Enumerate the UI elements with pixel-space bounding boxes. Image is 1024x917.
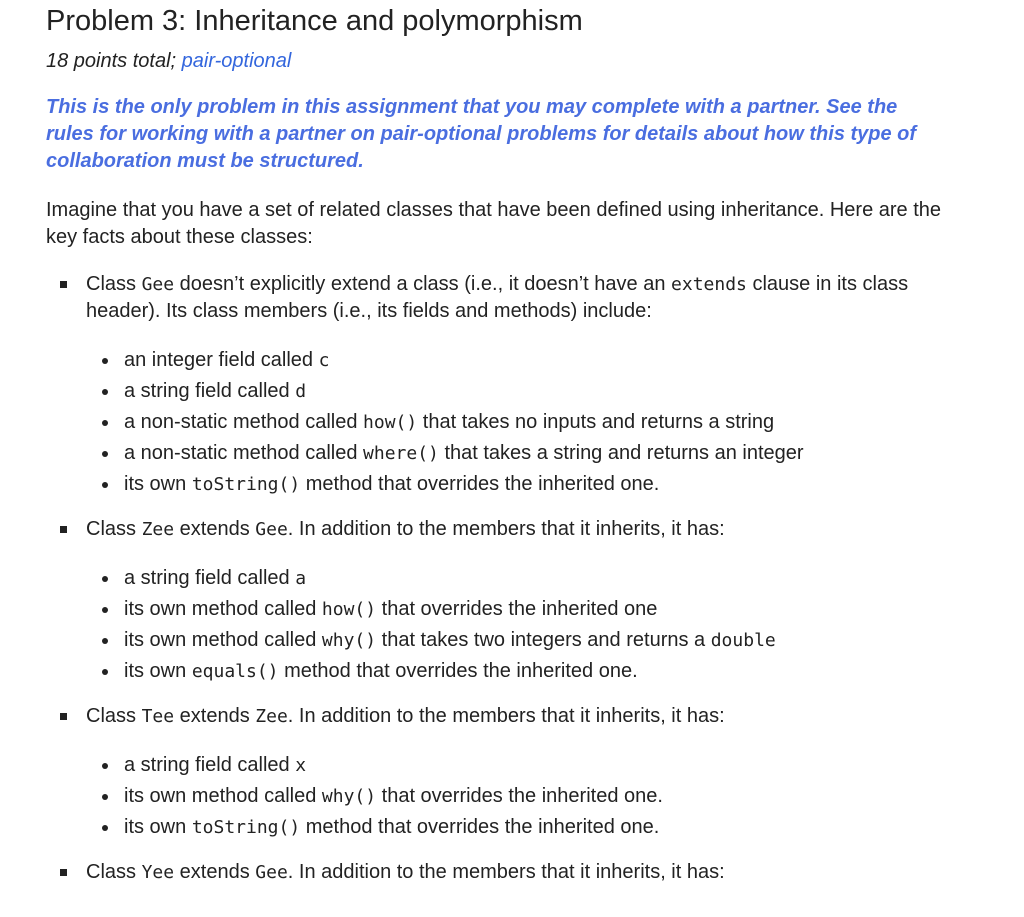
gee-member-list [86,345,986,500]
points-line [46,48,986,74]
bullet-icon [102,607,108,613]
bullet-icon [102,825,108,831]
square-bullet-icon [60,526,67,533]
class-item-tee [46,703,986,843]
class-gee-description: Class Gee doesn’t explicitly extend a class (i.e., it doesn’t have an extends clause in its class header). Its class members (i.e., its fields and methods) include: [86,273,909,322]
square-bullet-icon [60,713,67,720]
list-item: its own method called how() that overrides the inherited one [86,594,986,625]
list-item: its own method called why() that overrides the inherited one. [86,781,986,812]
list-item: its own toString() method that overrides the inherited one. [86,812,986,843]
bullet-icon [102,451,108,457]
bullet-icon [102,420,108,426]
list-item: a string field called d [86,376,986,407]
list-item: a string field called a [86,563,986,594]
zee-member-list [86,563,986,687]
page [46,0,986,902]
list-item: a non-static method called where() that takes a string and returns an integer [86,438,986,469]
list-item: a string field called x [86,750,986,781]
bullet-icon [102,576,108,582]
class-item-zee [46,516,986,687]
pair-optional-link[interactable]: pair-optional [181,50,292,72]
list-item: a non-static method called how() that takes no inputs and returns a string [86,407,986,438]
class-tee-description: Class Tee extends Zee. In addition to the members that it inherits, it has: [86,705,725,727]
list-item: its own equals() method that overrides the inherited one. [86,656,986,687]
intro-paragraph: Imagine that you have a set of related classes that have been defined using inheritance. Here are the key facts about these classes: [46,199,942,248]
class-item-yee [46,859,986,886]
bullet-icon [102,763,108,769]
partner-notice: This is the only problem in this assignment that you may complete with a partner. See the rules for working with a partner on pair-optional problems for details about how this type of collaboration must be structured. [46,96,917,172]
class-item-gee [46,271,986,500]
class-zee-description: Class Zee extends Gee. In addition to the members that it inherits, it has: [86,518,725,540]
bullet-icon [102,638,108,644]
tee-member-list [86,750,986,843]
list-item: its own toString() method that overrides the inherited one. [86,469,986,500]
list-item: its own method called why() that takes two integers and returns a double [86,625,986,656]
bullet-icon [102,358,108,364]
points-text: 18 points total; [46,50,182,72]
page-title: Problem 3: Inheritance and polymorphism [46,5,583,37]
bullet-icon [102,669,108,675]
class-list [46,271,986,886]
square-bullet-icon [60,281,67,288]
class-yee-description: Class Yee extends Gee. In addition to the members that it inherits, it has: [86,861,725,883]
bullet-icon [102,482,108,488]
list-item: an integer field called c [86,345,986,376]
square-bullet-icon [60,869,67,876]
bullet-icon [102,389,108,395]
bullet-icon [102,794,108,800]
